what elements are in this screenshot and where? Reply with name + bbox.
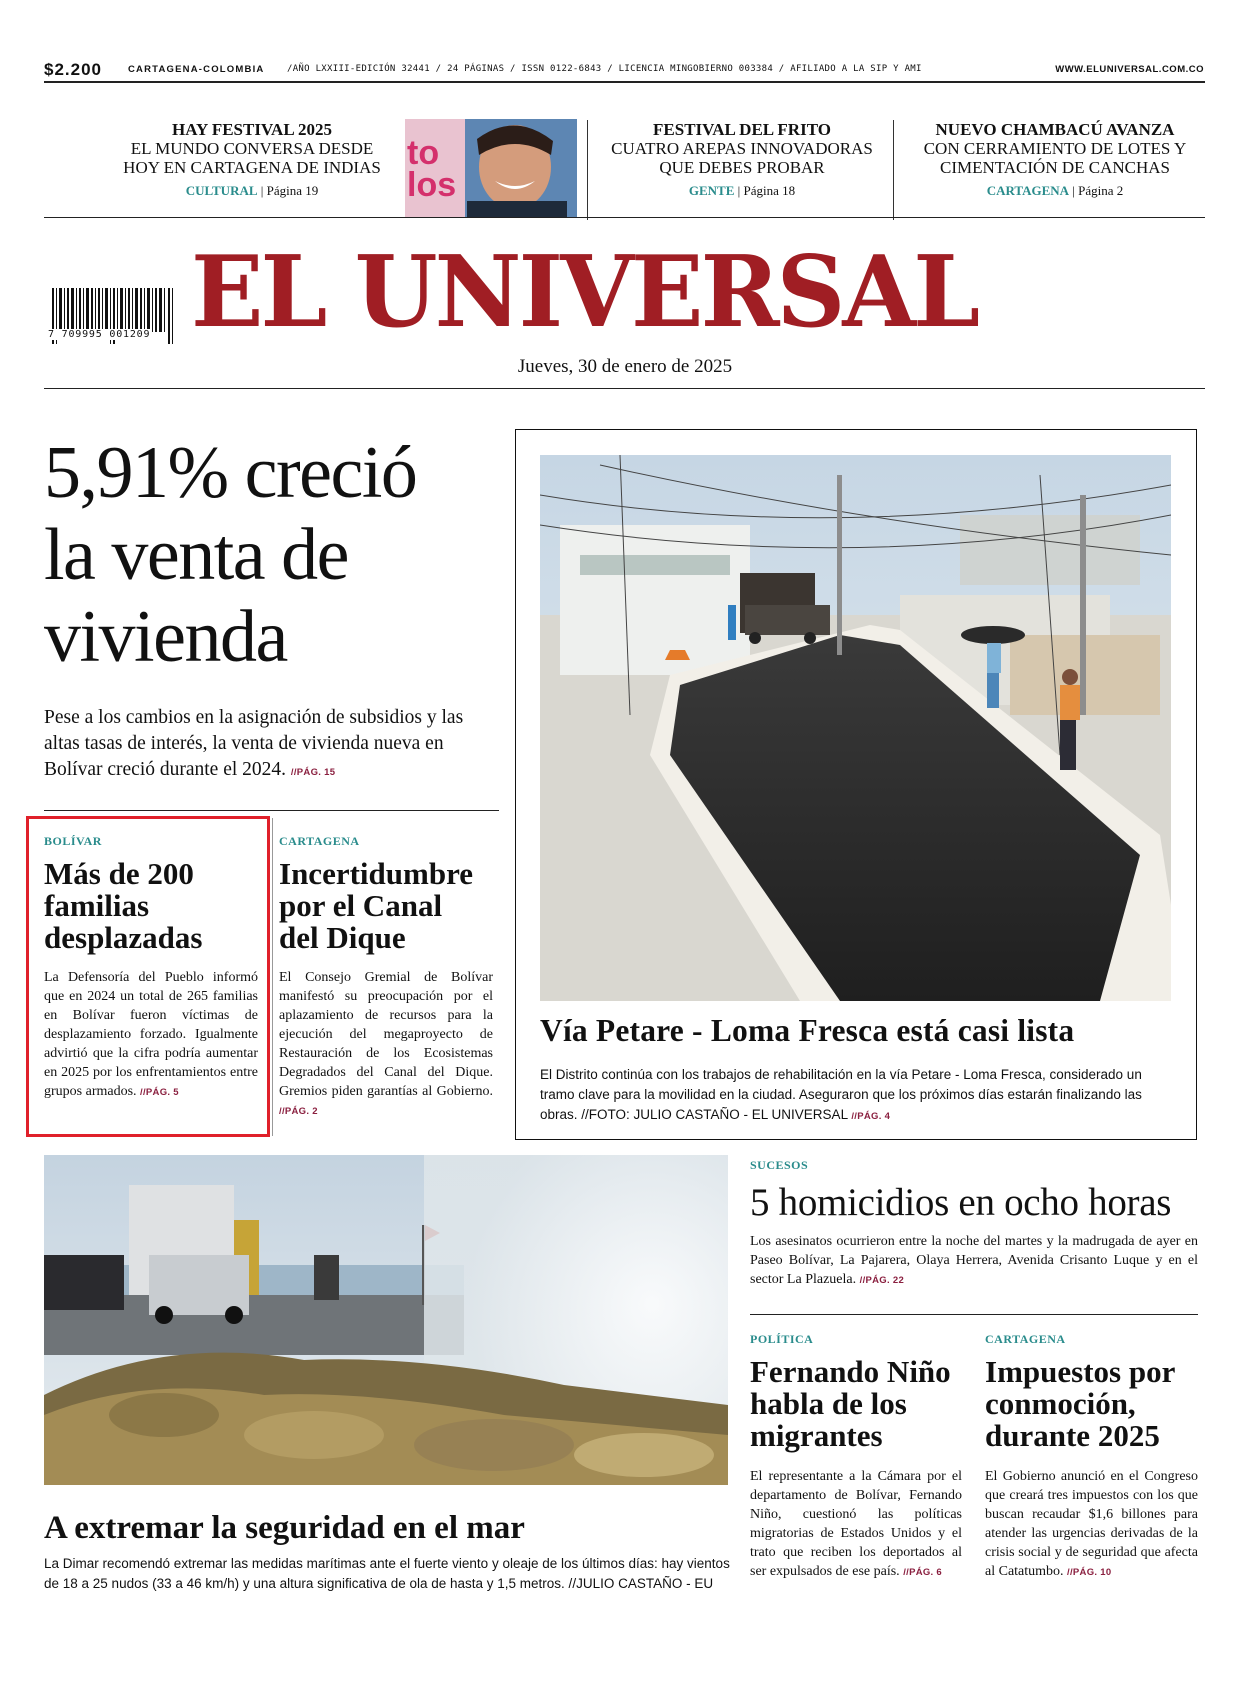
story-body-text: El Consejo Gremial de Bolívar manifestó su preocupación por el aplazamiento de recursos para la ejecución del megaproyecto de Restauración de los Ecosistemas Degradados del Canal del Dique. Gremios piden garantías al Gobierno. [279,970,493,1099]
page-ref[interactable]: //PÁG. 6 [903,1567,943,1578]
story-kicker: BOLÍVAR [44,834,102,848]
headline-line: Incertidumbre [279,856,474,891]
teaser-kicker: NUEVO CHAMBACÚ AVANZA [935,120,1175,139]
teaser-hay-festival[interactable] [107,120,397,199]
teaser-festival-frito[interactable] [602,120,882,199]
edition-info: /AÑO LXXIII-EDICIÓN 32441 / 24 PÁGINAS / ISSN 0122-6843 / LICENCIA MINGOBIERNO 003384 / AFILIADO A LA SIP Y AMI [287,64,922,74]
story-body-text: La Defensoría del Pueblo informó que en 2024 un total de 265 familias en Bolívar fueron víctimas de desplazamiento forzado. Igualmente advirtió que la cifra podría aumentar en 2025 por los enfrentamientos entre grupos armados. [44,970,258,1099]
headline-line: familias [44,888,150,923]
headline-line: Más de 200 [44,856,194,891]
story-kicker: CARTAGENA [985,1332,1066,1346]
teaser-line: HOY EN CARTAGENA DE INDIAS [123,158,381,177]
road-paving-image [540,455,1171,1001]
barcode-number: 7 709995 001209 [48,329,151,340]
caption-text: El Distrito continúa con los trabajos de rehabilitación en la vía Petare - Loma Fresca, considerado un tramo clave para la movilidad en la ciudad. Aseguraron que los próximos días estarán finalizando las obras. //FOTO: JULIO CASTAÑO - EL UNIVERSAL [540,1067,1142,1122]
promo-text: to los [407,134,457,204]
teaser-kicker: FESTIVAL DEL FRITO [653,120,831,139]
story-kicker: CARTAGENA [279,834,360,848]
teaser-section: CARTAGENA [986,183,1070,198]
sucesos-body [750,1232,1198,1289]
teaser-section: CULTURAL [185,183,258,198]
lead-rule [44,810,499,811]
story-body-text: El Gobierno anunció en el Congreso que creará tres impuestos con los que buscan recaudar $1,6 billones para atender las urgencias derivadas de la crisis social y de seguridad que afecta al Catatumbo. [985,1469,1198,1579]
page-ref[interactable]: //PÁG. 22 [859,1275,905,1286]
teaser-line: CIMENTACIÓN DE CANCHAS [939,158,1171,177]
teaser-line: CON CERRAMIENTO DE LOTES Y [923,139,1187,158]
teaser-line: CUATRO AREPAS INNOVADORAS [611,139,873,158]
website-link[interactable]: WWW.ELUNIVERSAL.COM.CO [1055,64,1204,75]
page-ref[interactable]: //PÁG. 10 [1067,1567,1112,1578]
road-photo[interactable] [540,455,1171,1001]
teaser-chambacu[interactable] [905,120,1205,199]
story-kicker: SUCESOS [750,1158,809,1172]
headline-line: Impuestos por [985,1354,1176,1389]
section-rule [750,1314,1198,1315]
headline-line: por el Canal [279,888,443,923]
story-body-dique [279,968,493,1120]
headline-line: Fernando Niño [750,1354,951,1389]
masthead-title[interactable]: EL UNIVERSAL [191,235,978,350]
headline-line: migrantes [750,1418,883,1453]
sea-story-caption: La Dimar recomendó extremar las medidas marítimas ante el fuerte viento y oleaje de los últimos días: hay vientos de 18 a 25 nudos (33 a 46 km/h) y una altura significativa de ola de hasta y 1,5 metros. //JULIO CASTAÑO - EU [44,1556,730,1591]
headline-line: vivienda [44,596,287,678]
headline-line: del Dique [279,920,406,955]
hay-festival-promo-image [405,119,577,218]
headline-line: desplazadas [44,920,203,955]
politica-body [750,1467,962,1581]
headline-line: durante 2025 [985,1418,1160,1453]
page-ref[interactable]: //PÁG. 4 [851,1111,891,1122]
headline-line: la venta de [44,514,348,596]
story-headline-dique[interactable] [279,858,504,954]
teaser-line: QUE DEBES PROBAR [659,158,825,177]
teaser-page: | Página 19 [260,183,319,198]
sea-photo[interactable] [44,1155,728,1485]
sea-story-headline[interactable]: A extremar la seguridad en el mar [44,1510,525,1546]
teaser-page: | Página 18 [737,183,796,198]
impuestos-headline[interactable] [985,1356,1205,1452]
story-headline-bolivar[interactable] [44,858,259,954]
teaser-divider [587,120,588,220]
edition-date: Jueves, 30 de enero de 2025 [517,356,733,377]
page-ref[interactable]: //PÁG. 15 [290,767,336,778]
teaser-section: GENTE [688,183,735,198]
teaser-divider [893,120,894,220]
story-body-bolivar [44,968,258,1101]
column-divider [272,818,273,1136]
top-info-strip [44,60,1204,80]
page-ref[interactable]: //PÁG. 5 [140,1087,179,1098]
page-ref[interactable]: //PÁG. 2 [279,1106,318,1117]
lead-deck-text: Pese a los cambios en la asignación de subsidios y las altas tasas de interés, la venta de vivienda nueva en Bolívar creció durante el 2024. [44,707,464,780]
headline-line: habla de los [750,1386,907,1421]
city-label: CARTAGENA-COLOMBIA [128,64,265,75]
teaser-line: EL MUNDO CONVERSA DESDE [130,139,374,158]
headline-line: conmoción, [985,1386,1136,1421]
story-body-text: El representante a la Cámara por el departamento de Bolívar, Fernando Niño, cuestionó las políticas migratorias de Estados Unidos y el trato que reciben los deportados al ser expulsados de ese país. [750,1469,962,1579]
waves-on-road-image [44,1155,728,1485]
story-kicker: POLÍTICA [750,1332,814,1346]
sucesos-headline[interactable]: 5 homicidios en ocho horas [750,1181,1172,1224]
lead-headline[interactable] [44,432,504,678]
teaser-page: | Página 2 [1072,183,1124,198]
top-rule [44,81,1205,83]
teaser-rule [44,217,1205,218]
photo-story-headline[interactable]: Vía Petare - Loma Fresca está casi lista [540,1013,1075,1048]
lead-deck [44,705,499,783]
photo-story-caption [540,1065,1171,1125]
politica-headline[interactable] [750,1356,980,1452]
headline-line: 5,91% creció [44,432,417,514]
impuestos-body [985,1467,1198,1581]
story-body-text: Los asesinatos ocurrieron entre la noche del martes y la madrugada de ayer en Paseo Bolívar, La Pajarera, Olaya Herrera, Avenida Crisanto Luque y en el sector La Plazuela. [750,1234,1198,1287]
masthead-rule [44,388,1205,389]
teaser-kicker: HAY FESTIVAL 2025 [172,120,332,139]
cover-price: $2.200 [44,60,102,79]
